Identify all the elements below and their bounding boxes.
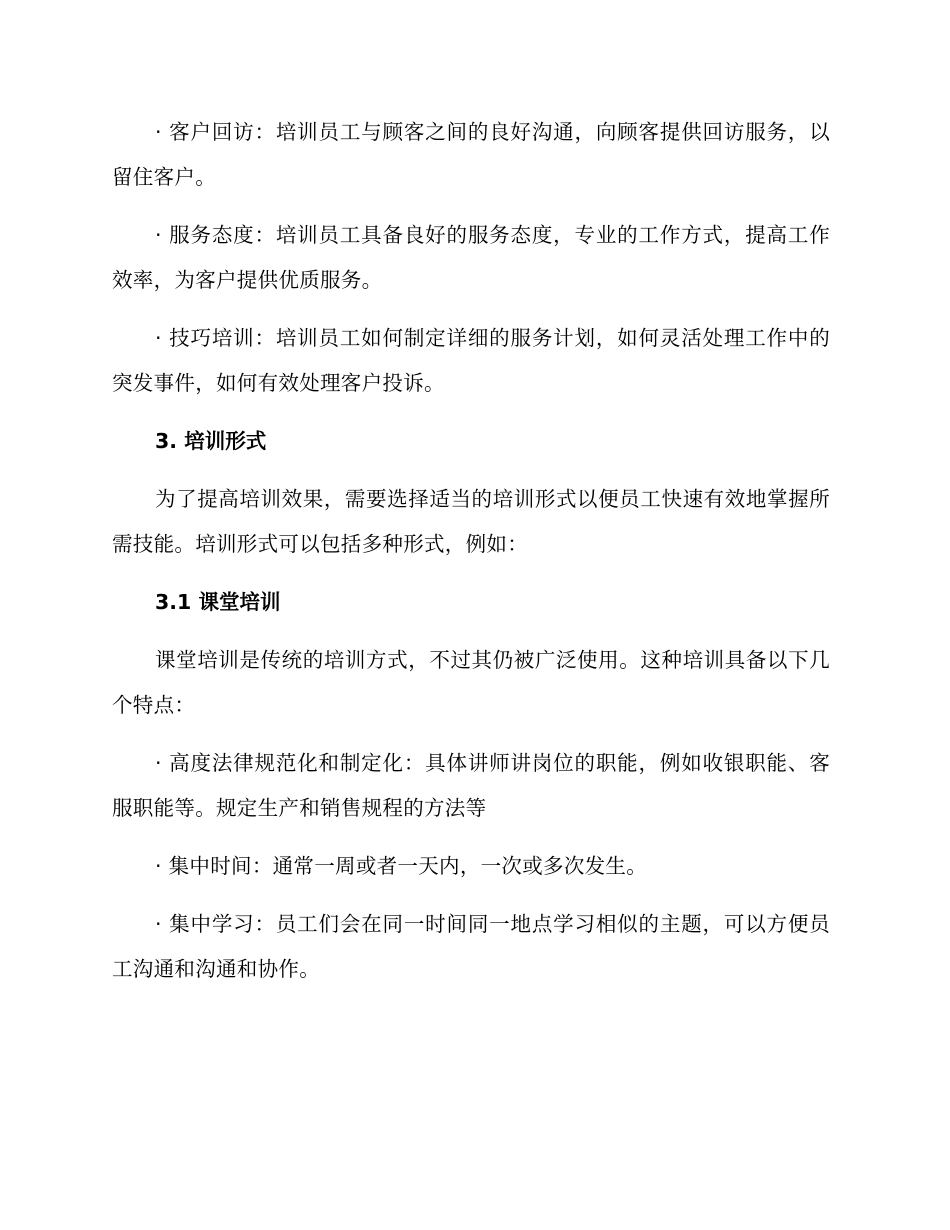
subsection-heading-classroom-training: 3.1 课堂培训 [155, 590, 281, 614]
bullet-skills-training: · 技巧培训：培训员工如何制定详细的服务计划，如何灵活处理工作中的突发事件，如何有效处理客户投诉。 [112, 326, 830, 395]
paragraph-classroom-training-intro: 课堂培训是传统的培训方式，不过其仍被广泛使用。这种培训具备以下几个特点： [112, 648, 830, 717]
bullet-concentrated-learning: · 集中学习：员工们会在同一时间同一地点学习相似的主题，可以方便员工沟通和沟通和协作。 [112, 912, 830, 981]
paragraph-training-format-intro: 为了提高培训效果，需要选择适当的培训形式以便员工快速有效地掌握所需技能。培训形式可以包括多种形式，例如： [112, 487, 830, 556]
bullet-customer-followup: · 客户回访：培训员工与顾客之间的良好沟通，向顾客提供回访服务，以留住客户。 [112, 120, 830, 189]
bullet-standardization: · 高度法律规范化和制定化：具体讲师讲岗位的职能，例如收银职能、客服职能等。规定生产和销售规程的方法等 [112, 751, 830, 820]
bullet-service-attitude: · 服务态度：培训员工具备良好的服务态度，专业的工作方式，提高工作效率，为客户提供优质服务。 [112, 223, 830, 292]
section-heading-training-format: 3. 培训形式 [155, 429, 267, 453]
bullet-concentrated-time: · 集中时间：通常一周或者一天内，一次或多次发生。 [155, 854, 648, 878]
document-body [112, 110, 830, 992]
